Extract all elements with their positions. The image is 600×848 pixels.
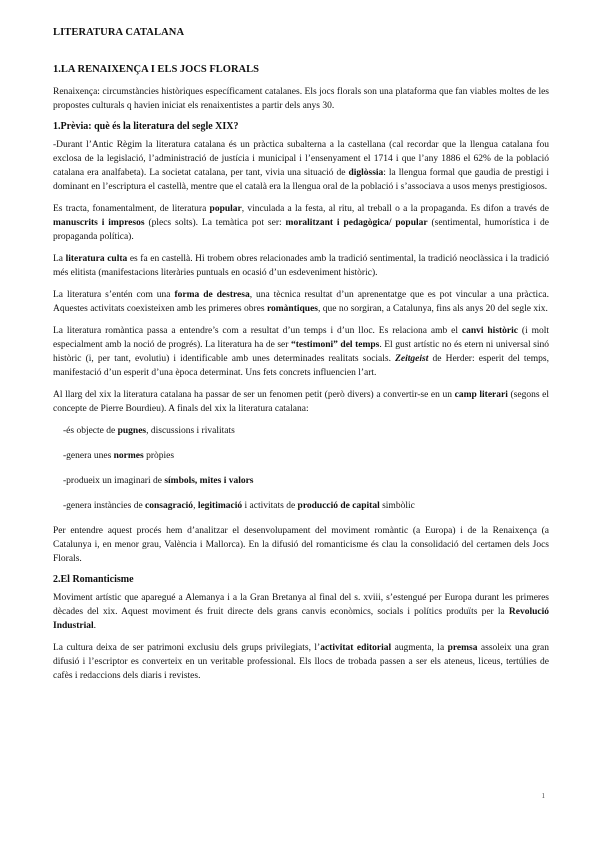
paragraph-literatura-romantica: La literatura romàntica passa a entendre’s com a resultat d’un temps i d’un lloc. Es relaciona amb el canvi històric (i molt especialment amb la noció de progrés). La literatura ha de ser “testimoni” del temps. El gust artístic no és etern ni universal sinó històric (i, per tant, evolutiu) i identificable amb unes determinades realitats socials. Zeitgeist de Herder: esperit del temps, manifestació d’un esperit d’una època determinat. Uns fets concrets influencien l’art. [53, 326, 550, 378]
list-item: -produeix un imaginari de símbols, mites i valors [63, 476, 254, 486]
list-item: -genera instàncies de consagració, legitimació i activitats de producció de capital simbòlic [63, 501, 415, 511]
list-item: -genera unes normes pròpies [63, 451, 175, 461]
paragraph-renaixenca-proces: Per entendre aquest procés hem d’analitzar el desenvolupament del moviment romàntic (a Europa) i de la Renaixença (a Catalunya i, en menor grau, València i Mallorca). En la difusió del romanticisme és clau la consolidació del certamen dels Jocs Florals. [53, 526, 549, 564]
page-number: 1 [541, 792, 545, 800]
section-heading: 1.LA RENAIXENÇA I ELS JOCS FLORALS [53, 64, 259, 75]
document-title: LITERATURA CATALANA [53, 27, 185, 38]
paragraph-literatura-culta: La literatura culta es fa en castellà. Hi trobem obres relacionades amb la tradició sentimental, la tradició neoclàssica i la tradició més elitista (manifestacions literàries puntuals en ocasió d’un esdeveniment històric). [53, 254, 549, 278]
subsection-heading-previa: 1.Prèvia: què és la literatura del segle XIX? [53, 121, 239, 132]
page-content [53, 27, 549, 691]
paragraph-cultura: La cultura deixa de ser patrimoni exclusiu dels grups privilegiats, l’activitat editorial augmenta, la premsa assoleix una gran difusió i l’escriptor es converteix en un veritable professional. Els llocs de trobada passen a ser els ateneus, liceus, tertúlies de cafès i redaccions dels diaris i revistes. [53, 643, 549, 681]
paragraph-literatura-popular: Es tracta, fonamentalment, de literatura popular, vinculada a la festa, al ritu, al treball o a la propaganda. Es difon a través de manuscrits i impresos (plecs solts). La temàtica pot ser: moralitzant i pedagògica/ popular (sentimental, humorística i de propaganda política). [53, 204, 549, 242]
section-intro: Renaixença: circumstàncies històriques específicament catalanes. Els jocs florals son una plataforma que fan viables moltes de les propostes culturals q havien iniciat els renaixentistes a partir dels anys 30. [53, 87, 549, 111]
subsection-heading-romanticisme: 2.El Romanticisme [53, 574, 134, 585]
paragraph-forma-destresa: La literatura s’entén com una forma de destresa, una tècnica resultat d’un aprenentatge que es pot vincular a una pràctica. Aquestes activitats coexisteixen amb les primeres obres romàntiques, que no sorgiran, a Catalunya, fins als anys 20 del segle xix. [53, 290, 550, 314]
paragraph-camp-literari: Al llarg del xix la literatura catalana ha passar de ser un fenomen petit (però divers) a convertir-se en un camp literari (segons el concepte de Pierre Bourdieu). A finals del xix la literatura catalana: [53, 390, 549, 414]
paragraph-antic-regim: -Durant l’Antic Règim la literatura catalana és un pràctica subalterna a la castellana (cal recordar que la llengua catalana fou exclosa de la legislació, l’administració de justícia i municipal i l’ensenyament el 1714 i que l’any 1886 el 62% de la població catalana era analfabeta). La societat catalana, per tant, vivia una situació de diglòssia: la llengua formal que gaudia de prestigi i dominant en l’escriptura el castellà, mentre que el català era la llengua oral de la població i s’associava a usos menys prestigiosos. [53, 140, 549, 192]
paragraph-moviment-artistic: Moviment artístic que aparegué a Alemanya i a la Gran Bretanya al final del s. xviii, s’estengué per Europa durant les primeres dècades del xix. Aquest moviment és fruit directe dels grans canvis econòmics, socials i polítics produïts per la Revolució Industrial. [53, 593, 549, 631]
list-item: -és objecte de pugnes, discussions i rivalitats [63, 426, 235, 436]
